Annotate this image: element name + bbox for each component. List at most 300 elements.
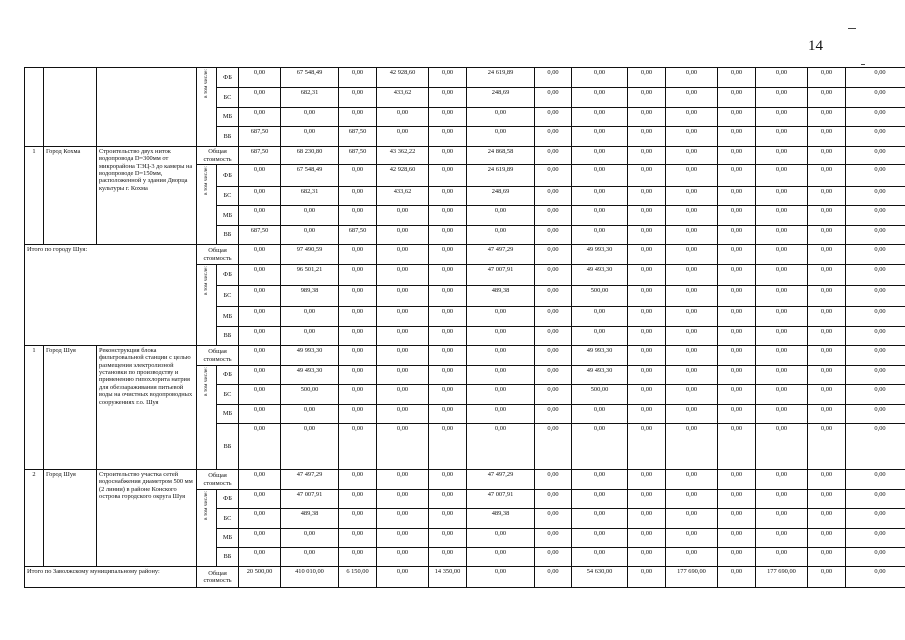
source-total: Общая стоимость <box>197 346 239 366</box>
source-code: ФБ <box>217 68 239 88</box>
including-text: в том числе: <box>203 367 210 397</box>
value-cell: 0,00 <box>628 424 666 470</box>
value-cell: 0,00 <box>429 245 467 265</box>
value-cell: 500,00 <box>281 385 339 405</box>
value-cell: 0,00 <box>666 366 718 385</box>
value-cell: 248,69 <box>467 187 535 206</box>
value-cell: 0,00 <box>535 490 572 509</box>
table-row <box>25 245 905 265</box>
value-cell: 0,00 <box>281 307 339 327</box>
source-code: ВБ <box>217 127 239 147</box>
value-cell: 0,00 <box>429 286 467 307</box>
value-cell: 47 007,91 <box>281 490 339 509</box>
value-cell: 0,00 <box>718 548 756 567</box>
value-cell: 0,00 <box>718 327 756 346</box>
value-cell: 0,00 <box>239 307 281 327</box>
value-cell: 0,00 <box>535 327 572 346</box>
value-cell: 248,69 <box>467 88 535 108</box>
budget-table <box>24 67 905 588</box>
value-cell: 0,00 <box>429 548 467 567</box>
project-name <box>97 68 197 147</box>
value-cell: 24 619,89 <box>467 68 535 88</box>
including-label <box>197 366 217 470</box>
value-cell: 0,00 <box>718 147 756 165</box>
value-cell: 0,00 <box>718 470 756 490</box>
table-row <box>25 346 905 366</box>
value-cell: 0,00 <box>666 490 718 509</box>
source-code: ФБ <box>217 490 239 509</box>
source-total: Общая стоимость <box>197 245 239 265</box>
source-code: ФБ <box>217 165 239 187</box>
value-cell: 67 548,49 <box>281 165 339 187</box>
value-cell: 0,00 <box>467 529 535 548</box>
value-cell: 0,00 <box>281 548 339 567</box>
value-cell: 0,00 <box>756 68 808 88</box>
value-cell: 0,00 <box>281 529 339 548</box>
table-row <box>25 567 905 588</box>
value-cell: 0,00 <box>281 206 339 226</box>
value-cell: 0,00 <box>239 68 281 88</box>
value-cell: 0,00 <box>429 385 467 405</box>
value-cell: 0,00 <box>467 405 535 424</box>
value-cell: 0,00 <box>535 470 572 490</box>
value-cell: 0,00 <box>467 108 535 127</box>
value-cell: 0,00 <box>756 265 808 286</box>
value-cell: 0,00 <box>339 108 377 127</box>
value-cell: 0,00 <box>666 470 718 490</box>
value-cell: 177 690,00 <box>756 567 808 588</box>
value-cell: 0,00 <box>339 327 377 346</box>
value-cell: 0,00 <box>628 127 666 147</box>
value-cell: 0,00 <box>429 187 467 206</box>
value-cell: 47 007,91 <box>467 490 535 509</box>
value-cell: 0,00 <box>756 548 808 567</box>
value-cell: 0,00 <box>339 548 377 567</box>
value-cell: 0,00 <box>846 385 905 405</box>
value-cell: 67 548,49 <box>281 68 339 88</box>
value-cell: 687,50 <box>239 127 281 147</box>
value-cell: 0,00 <box>756 127 808 147</box>
value-cell: 0,00 <box>846 127 905 147</box>
value-cell: 0,00 <box>846 529 905 548</box>
value-cell: 0,00 <box>846 147 905 165</box>
value-cell: 49 993,30 <box>572 346 628 366</box>
value-cell: 0,00 <box>377 206 429 226</box>
value-cell: 0,00 <box>628 509 666 529</box>
value-cell: 0,00 <box>572 206 628 226</box>
value-cell: 0,00 <box>756 385 808 405</box>
value-cell: 0,00 <box>535 108 572 127</box>
value-cell: 0,00 <box>535 187 572 206</box>
municipality: Город Кохма <box>44 147 97 245</box>
value-cell: 0,00 <box>572 187 628 206</box>
value-cell: 0,00 <box>377 346 429 366</box>
value-cell: 0,00 <box>666 147 718 165</box>
value-cell: 0,00 <box>756 245 808 265</box>
value-cell: 0,00 <box>808 165 846 187</box>
value-cell: 0,00 <box>467 567 535 588</box>
value-cell: 0,00 <box>377 470 429 490</box>
including-label <box>197 68 217 147</box>
value-cell: 0,00 <box>628 265 666 286</box>
source-total: Общая стоимость <box>197 147 239 165</box>
value-cell: 0,00 <box>339 509 377 529</box>
value-cell: 54 630,00 <box>572 567 628 588</box>
value-cell: 0,00 <box>666 206 718 226</box>
value-cell: 6 150,00 <box>339 567 377 588</box>
value-cell: 0,00 <box>572 147 628 165</box>
value-cell: 0,00 <box>756 346 808 366</box>
value-cell: 0,00 <box>718 405 756 424</box>
table-row <box>25 470 905 490</box>
value-cell: 0,00 <box>377 548 429 567</box>
value-cell: 14 350,00 <box>429 567 467 588</box>
value-cell: 0,00 <box>429 509 467 529</box>
municipality <box>44 68 97 147</box>
value-cell: 0,00 <box>628 490 666 509</box>
value-cell: 0,00 <box>377 286 429 307</box>
value-cell: 0,00 <box>467 327 535 346</box>
value-cell: 0,00 <box>467 424 535 470</box>
value-cell: 0,00 <box>339 385 377 405</box>
value-cell: 49 493,30 <box>572 265 628 286</box>
value-cell: 0,00 <box>846 88 905 108</box>
value-cell: 0,00 <box>572 88 628 108</box>
value-cell: 0,00 <box>718 307 756 327</box>
value-cell: 0,00 <box>535 88 572 108</box>
value-cell: 0,00 <box>808 147 846 165</box>
value-cell: 0,00 <box>535 165 572 187</box>
including-label <box>197 490 217 567</box>
source-code: ВБ <box>217 226 239 245</box>
value-cell: 0,00 <box>756 286 808 307</box>
value-cell: 410 010,00 <box>281 567 339 588</box>
value-cell: 0,00 <box>718 108 756 127</box>
value-cell: 0,00 <box>666 548 718 567</box>
value-cell: 0,00 <box>666 165 718 187</box>
value-cell: 0,00 <box>429 366 467 385</box>
value-cell: 0,00 <box>846 68 905 88</box>
value-cell: 0,00 <box>339 187 377 206</box>
source-code: БС <box>217 88 239 108</box>
value-cell: 0,00 <box>572 424 628 470</box>
including-label <box>197 165 217 245</box>
value-cell: 47 497,29 <box>281 470 339 490</box>
value-cell: 0,00 <box>756 490 808 509</box>
value-cell: 0,00 <box>808 307 846 327</box>
value-cell: 68 230,80 <box>281 147 339 165</box>
value-cell: 0,00 <box>846 548 905 567</box>
value-cell: 0,00 <box>718 187 756 206</box>
value-cell: 0,00 <box>628 470 666 490</box>
value-cell: 42 928,60 <box>377 165 429 187</box>
value-cell: 0,00 <box>429 424 467 470</box>
value-cell: 0,00 <box>467 127 535 147</box>
value-cell: 0,00 <box>808 127 846 147</box>
source-code: МБ <box>217 206 239 226</box>
value-cell: 0,00 <box>808 567 846 588</box>
value-cell: 0,00 <box>756 509 808 529</box>
value-cell: 0,00 <box>535 509 572 529</box>
source-code: БС <box>217 385 239 405</box>
source-code: МБ <box>217 529 239 548</box>
source-code: БС <box>217 187 239 206</box>
value-cell: 433,62 <box>377 88 429 108</box>
value-cell: 0,00 <box>572 490 628 509</box>
value-cell: 0,00 <box>339 286 377 307</box>
value-cell: 0,00 <box>756 88 808 108</box>
value-cell: 0,00 <box>239 490 281 509</box>
value-cell: 0,00 <box>628 385 666 405</box>
value-cell: 0,00 <box>718 509 756 529</box>
value-cell: 177 690,00 <box>666 567 718 588</box>
source-code: МБ <box>217 307 239 327</box>
value-cell: 0,00 <box>239 470 281 490</box>
value-cell: 687,50 <box>239 147 281 165</box>
value-cell: 0,00 <box>535 265 572 286</box>
value-cell: 0,00 <box>281 405 339 424</box>
value-cell: 47 497,29 <box>467 245 535 265</box>
value-cell: 0,00 <box>808 470 846 490</box>
value-cell: 0,00 <box>239 509 281 529</box>
value-cell: 49 493,30 <box>572 366 628 385</box>
value-cell: 0,00 <box>339 405 377 424</box>
value-cell: 0,00 <box>572 548 628 567</box>
value-cell: 0,00 <box>535 385 572 405</box>
value-cell: 0,00 <box>429 490 467 509</box>
summary-label: Итого по городу Шуя: <box>25 245 197 346</box>
value-cell: 0,00 <box>535 405 572 424</box>
value-cell: 0,00 <box>808 385 846 405</box>
value-cell: 0,00 <box>718 265 756 286</box>
value-cell: 0,00 <box>666 327 718 346</box>
value-cell: 0,00 <box>628 567 666 588</box>
value-cell: 0,00 <box>718 567 756 588</box>
value-cell: 0,00 <box>666 108 718 127</box>
value-cell: 0,00 <box>628 245 666 265</box>
value-cell: 0,00 <box>339 68 377 88</box>
source-code: ФБ <box>217 366 239 385</box>
value-cell: 0,00 <box>808 529 846 548</box>
value-cell: 0,00 <box>535 366 572 385</box>
value-cell: 0,00 <box>535 286 572 307</box>
value-cell: 0,00 <box>718 490 756 509</box>
value-cell: 0,00 <box>808 245 846 265</box>
value-cell: 0,00 <box>377 424 429 470</box>
value-cell: 0,00 <box>281 108 339 127</box>
value-cell: 0,00 <box>666 509 718 529</box>
value-cell: 0,00 <box>808 490 846 509</box>
value-cell: 0,00 <box>377 327 429 346</box>
value-cell: 0,00 <box>808 327 846 346</box>
value-cell: 0,00 <box>846 405 905 424</box>
value-cell: 0,00 <box>756 187 808 206</box>
value-cell: 0,00 <box>756 529 808 548</box>
value-cell: 0,00 <box>572 108 628 127</box>
value-cell: 0,00 <box>808 265 846 286</box>
value-cell: 0,00 <box>377 509 429 529</box>
value-cell: 433,62 <box>377 187 429 206</box>
value-cell: 682,31 <box>281 88 339 108</box>
value-cell: 0,00 <box>846 108 905 127</box>
value-cell: 0,00 <box>756 147 808 165</box>
item-number <box>25 68 44 147</box>
value-cell: 0,00 <box>808 548 846 567</box>
value-cell: 0,00 <box>572 68 628 88</box>
value-cell: 0,00 <box>718 127 756 147</box>
value-cell: 0,00 <box>339 346 377 366</box>
value-cell: 0,00 <box>467 346 535 366</box>
value-cell: 0,00 <box>808 346 846 366</box>
value-cell: 0,00 <box>429 226 467 245</box>
value-cell: 0,00 <box>666 127 718 147</box>
value-cell: 0,00 <box>846 567 905 588</box>
value-cell: 0,00 <box>756 226 808 245</box>
value-cell: 0,00 <box>846 165 905 187</box>
value-cell: 0,00 <box>808 206 846 226</box>
value-cell: 0,00 <box>239 108 281 127</box>
value-cell: 49 993,30 <box>572 245 628 265</box>
value-cell: 0,00 <box>339 490 377 509</box>
value-cell: 0,00 <box>808 108 846 127</box>
value-cell: 0,00 <box>666 529 718 548</box>
value-cell: 0,00 <box>429 108 467 127</box>
value-cell: 0,00 <box>239 286 281 307</box>
source-code: ВБ <box>217 424 239 470</box>
including-text: в том числе: <box>203 69 210 99</box>
value-cell: 0,00 <box>666 187 718 206</box>
value-cell: 0,00 <box>467 226 535 245</box>
value-cell: 0,00 <box>429 405 467 424</box>
value-cell: 0,00 <box>239 385 281 405</box>
value-cell: 0,00 <box>808 366 846 385</box>
value-cell: 0,00 <box>377 127 429 147</box>
source-code: ВБ <box>217 327 239 346</box>
value-cell: 0,00 <box>666 88 718 108</box>
value-cell: 0,00 <box>846 187 905 206</box>
value-cell: 0,00 <box>718 529 756 548</box>
value-cell: 0,00 <box>718 226 756 245</box>
value-cell: 0,00 <box>429 346 467 366</box>
value-cell: 0,00 <box>572 509 628 529</box>
source-code: ВБ <box>217 548 239 567</box>
value-cell: 0,00 <box>846 470 905 490</box>
value-cell: 0,00 <box>339 88 377 108</box>
value-cell: 43 362,22 <box>377 147 429 165</box>
value-cell: 0,00 <box>239 346 281 366</box>
value-cell: 0,00 <box>666 265 718 286</box>
value-cell: 0,00 <box>846 206 905 226</box>
value-cell: 0,00 <box>339 265 377 286</box>
value-cell: 0,00 <box>239 245 281 265</box>
value-cell: 0,00 <box>377 529 429 548</box>
value-cell: 0,00 <box>666 385 718 405</box>
value-cell: 0,00 <box>756 470 808 490</box>
value-cell: 0,00 <box>718 245 756 265</box>
value-cell: 0,00 <box>808 424 846 470</box>
value-cell: 0,00 <box>429 470 467 490</box>
value-cell: 989,38 <box>281 286 339 307</box>
value-cell: 0,00 <box>846 366 905 385</box>
value-cell: 0,00 <box>808 88 846 108</box>
value-cell: 0,00 <box>429 165 467 187</box>
value-cell: 0,00 <box>718 206 756 226</box>
value-cell: 0,00 <box>666 307 718 327</box>
value-cell: 0,00 <box>377 385 429 405</box>
value-cell: 0,00 <box>239 548 281 567</box>
value-cell: 0,00 <box>467 307 535 327</box>
value-cell: 0,00 <box>846 245 905 265</box>
value-cell: 0,00 <box>535 307 572 327</box>
value-cell: 0,00 <box>666 346 718 366</box>
value-cell: 0,00 <box>756 405 808 424</box>
including-text: в том числе: <box>203 266 210 296</box>
value-cell: 0,00 <box>846 490 905 509</box>
value-cell: 500,00 <box>572 286 628 307</box>
value-cell: 687,50 <box>339 147 377 165</box>
value-cell: 0,00 <box>628 366 666 385</box>
value-cell: 0,00 <box>377 490 429 509</box>
value-cell: 47 497,29 <box>467 470 535 490</box>
value-cell: 0,00 <box>239 265 281 286</box>
value-cell: 0,00 <box>756 307 808 327</box>
value-cell: 500,00 <box>572 385 628 405</box>
value-cell: 0,00 <box>808 187 846 206</box>
value-cell: 0,00 <box>281 327 339 346</box>
value-cell: 0,00 <box>339 366 377 385</box>
value-cell: 0,00 <box>535 424 572 470</box>
value-cell: 0,00 <box>377 366 429 385</box>
value-cell: 682,31 <box>281 187 339 206</box>
value-cell: 0,00 <box>377 567 429 588</box>
value-cell: 0,00 <box>846 265 905 286</box>
value-cell: 0,00 <box>666 68 718 88</box>
municipality: Город Шуя <box>44 470 97 567</box>
value-cell: 24 619,89 <box>467 165 535 187</box>
scan-mark <box>861 64 865 65</box>
value-cell: 49 993,30 <box>281 346 339 366</box>
value-cell: 0,00 <box>239 187 281 206</box>
value-cell: 0,00 <box>808 405 846 424</box>
value-cell: 0,00 <box>628 346 666 366</box>
value-cell: 0,00 <box>718 88 756 108</box>
value-cell: 24 868,58 <box>467 147 535 165</box>
value-cell: 0,00 <box>628 286 666 307</box>
value-cell: 0,00 <box>846 346 905 366</box>
item-number: 1 <box>25 147 44 245</box>
value-cell: 0,00 <box>339 165 377 187</box>
budget-sheet <box>24 67 886 585</box>
value-cell: 0,00 <box>239 327 281 346</box>
value-cell: 0,00 <box>666 405 718 424</box>
value-cell: 0,00 <box>628 327 666 346</box>
value-cell: 0,00 <box>429 206 467 226</box>
value-cell: 0,00 <box>846 226 905 245</box>
value-cell: 0,00 <box>628 165 666 187</box>
value-cell: 0,00 <box>572 307 628 327</box>
value-cell: 0,00 <box>572 127 628 147</box>
value-cell: 49 493,30 <box>281 366 339 385</box>
value-cell: 0,00 <box>846 286 905 307</box>
value-cell: 0,00 <box>628 307 666 327</box>
value-cell: 0,00 <box>535 226 572 245</box>
value-cell: 0,00 <box>429 265 467 286</box>
value-cell: 0,00 <box>339 307 377 327</box>
value-cell: 0,00 <box>281 424 339 470</box>
item-number: 2 <box>25 470 44 567</box>
project-name: Реконструкция блока фильтровальной станции с целью размещения электролизной установки по производству и применению гипохлорита натрия для обеззараживания питьевой воды на очистных водопроводных сооружениях г.о. Шуя <box>97 346 197 470</box>
value-cell: 0,00 <box>377 108 429 127</box>
